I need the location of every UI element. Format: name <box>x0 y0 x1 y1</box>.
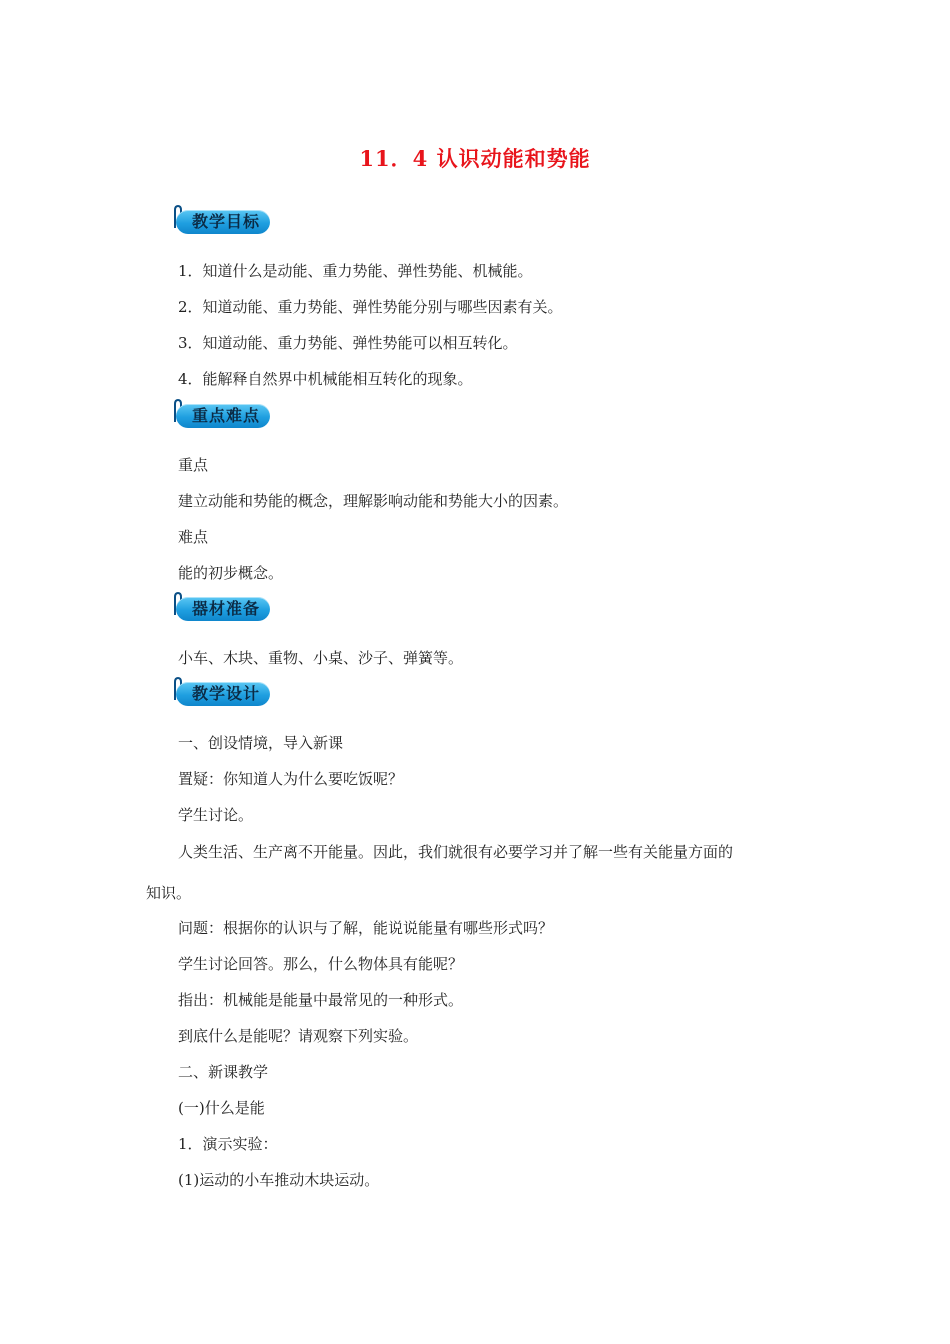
difficulty-label: 难点 <box>178 528 209 546</box>
design-line: 置疑：你知道人为什么要吃饭呢？ <box>178 770 404 788</box>
section-title-goals: 教学目标 <box>176 210 270 234</box>
section-title-equipment: 器材准备 <box>176 597 270 621</box>
design-line: 学生讨论。 <box>178 806 254 824</box>
section-badge-key <box>176 403 270 429</box>
section-title-key: 重点难点 <box>176 404 270 428</box>
section-title-design: 教学设计 <box>176 682 270 706</box>
equipment-text: 小车、木块、重物、小桌、沙子、弹簧等。 <box>178 649 464 667</box>
design-line: 知识。 <box>146 884 192 902</box>
key-label: 重点 <box>178 456 209 474</box>
design-line: (1)运动的小车推动木块运动。 <box>178 1171 380 1189</box>
section-badge-goals <box>176 209 270 235</box>
goal-item: 1．知道什么是动能、重力势能、弹性势能、机械能。 <box>178 262 533 280</box>
design-line: 到底什么是能呢？请观察下列实验。 <box>178 1027 419 1045</box>
page-title: 11．4 认识动能和势能 <box>359 146 591 171</box>
design-line: 问题：根据你的认识与了解，能说说能量有哪些形式吗？ <box>178 919 554 937</box>
design-line: 学生讨论回答。那么，什么物体具有能呢？ <box>178 955 464 973</box>
design-line: 一、创设情境，导入新课 <box>178 734 344 752</box>
design-line: 二、新课教学 <box>178 1063 269 1081</box>
goal-item: 4．能解释自然界中机械能相互转化的现象。 <box>178 370 473 388</box>
section-badge-design <box>176 681 270 707</box>
goal-item: 3．知道动能、重力势能、弹性势能可以相互转化。 <box>178 334 518 352</box>
design-line: 1．演示实验： <box>178 1135 278 1153</box>
difficulty-text: 能的初步概念。 <box>178 564 284 582</box>
goal-item: 2．知道动能、重力势能、弹性势能分别与哪些因素有关。 <box>178 298 563 316</box>
design-line: 人类生活、生产离不开能量。因此，我们就很有必要学习并了解一些有关能量方面的 <box>178 843 734 861</box>
design-line: (一)什么是能 <box>178 1099 265 1117</box>
section-badge-equipment <box>176 596 270 622</box>
key-text: 建立动能和势能的概念，理解影响动能和势能大小的因素。 <box>178 492 569 510</box>
design-line: 指出：机械能是能量中最常见的一种形式。 <box>178 991 464 1009</box>
